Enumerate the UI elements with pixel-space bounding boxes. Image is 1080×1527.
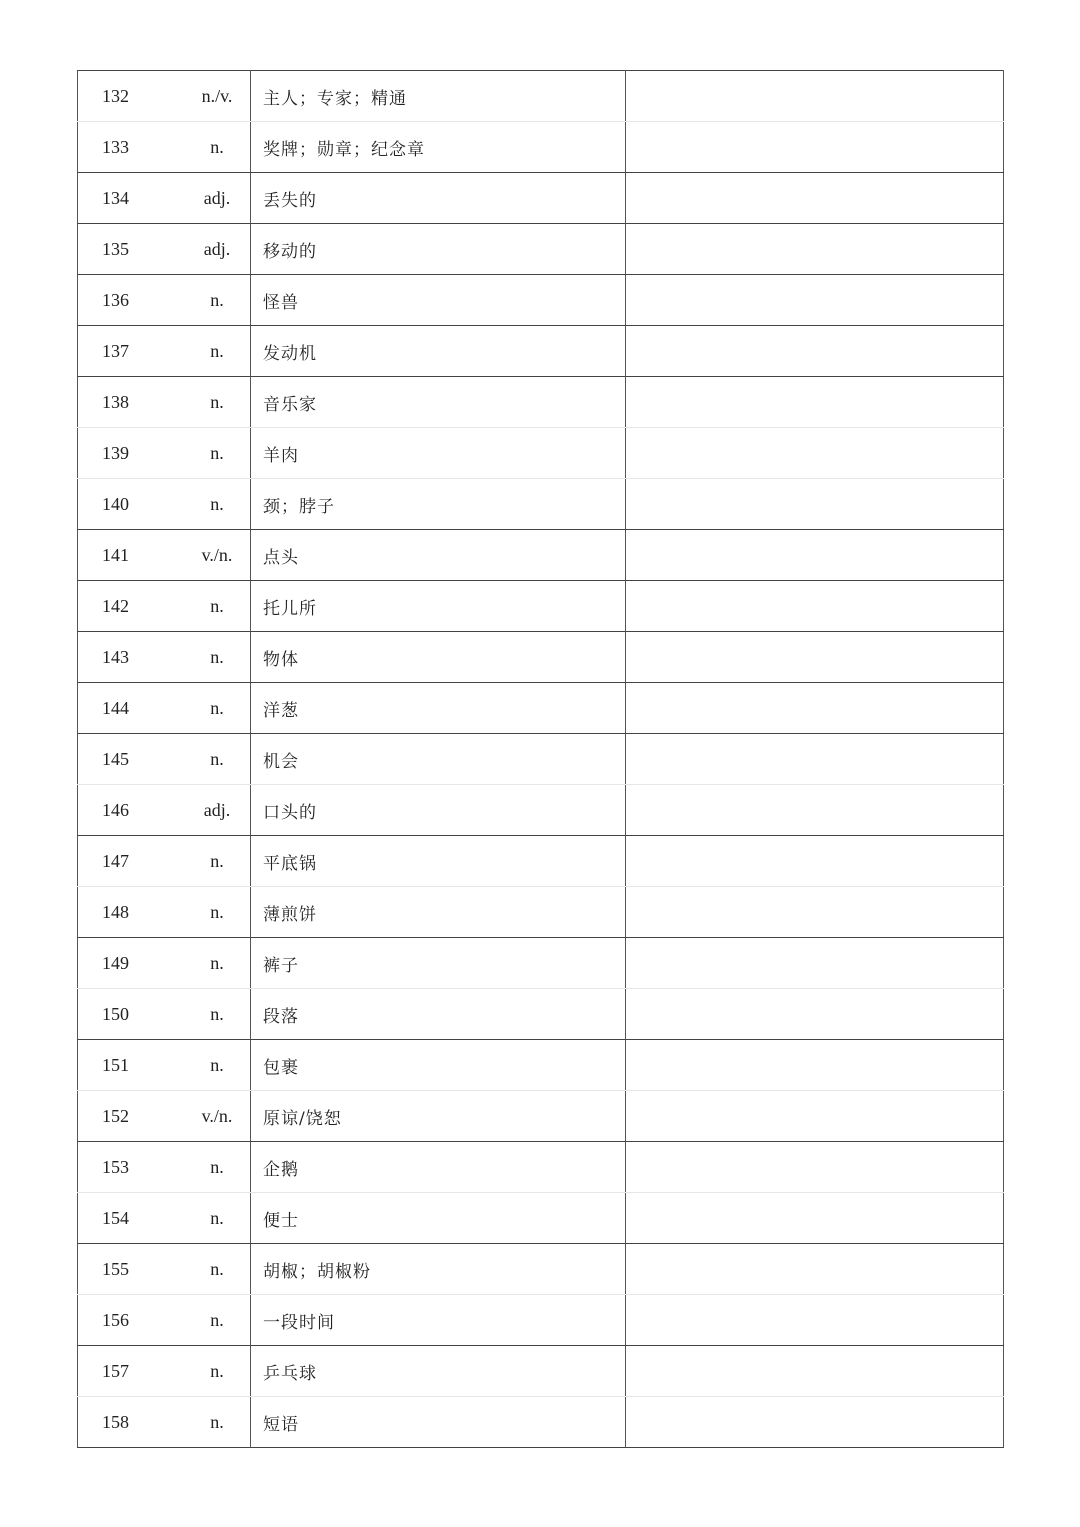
- meaning-cell: [251, 377, 626, 428]
- number-pos-cell: [78, 785, 251, 836]
- chinese-meaning: 主人；专家；精通: [263, 88, 407, 109]
- vocab-row: [78, 173, 1004, 224]
- vocab-row: [78, 1091, 1004, 1142]
- vocab-row: [78, 1397, 1004, 1448]
- meaning-cell: [251, 785, 626, 836]
- entry-number: 136: [102, 289, 129, 310]
- part-of-speech: n.: [210, 1309, 224, 1330]
- part-of-speech: n.: [210, 901, 224, 922]
- chinese-meaning: 段落: [263, 1006, 299, 1027]
- meaning-cell: [251, 1142, 626, 1193]
- meaning-cell: [251, 173, 626, 224]
- chinese-meaning: 发动机: [263, 343, 317, 364]
- part-of-speech: adj.: [203, 238, 231, 259]
- number-pos-cell: [78, 122, 251, 173]
- chinese-meaning: 奖牌；勋章；纪念章: [263, 139, 425, 160]
- answer-blank-cell[interactable]: [626, 428, 1004, 479]
- number-pos-cell: [78, 326, 251, 377]
- part-of-speech: v./n.: [201, 544, 233, 565]
- chinese-meaning: 音乐家: [263, 394, 317, 415]
- entry-number: 151: [102, 1054, 129, 1075]
- entry-number: 148: [102, 901, 129, 922]
- entry-number: 158: [102, 1411, 129, 1432]
- answer-blank-cell[interactable]: [626, 683, 1004, 734]
- vocab-row: [78, 836, 1004, 887]
- entry-number: 140: [102, 493, 129, 514]
- vocab-row: [78, 1244, 1004, 1295]
- meaning-cell: [251, 122, 626, 173]
- chinese-meaning: 裤子: [263, 955, 299, 976]
- answer-blank-cell[interactable]: [626, 71, 1004, 122]
- number-pos-cell: [78, 1397, 251, 1448]
- part-of-speech: n.: [210, 1156, 224, 1177]
- answer-blank-cell[interactable]: [626, 1040, 1004, 1091]
- answer-blank-cell[interactable]: [626, 785, 1004, 836]
- vocab-row: [78, 479, 1004, 530]
- vocab-row: [78, 71, 1004, 122]
- answer-blank-cell[interactable]: [626, 1295, 1004, 1346]
- chinese-meaning: 颈；脖子: [263, 496, 335, 517]
- chinese-meaning: 怪兽: [263, 292, 299, 313]
- entry-number: 146: [102, 799, 129, 820]
- answer-blank-cell[interactable]: [626, 734, 1004, 785]
- meaning-cell: [251, 1091, 626, 1142]
- part-of-speech: adj.: [203, 799, 231, 820]
- number-pos-cell: [78, 71, 251, 122]
- answer-blank-cell[interactable]: [626, 1142, 1004, 1193]
- part-of-speech: n.: [210, 136, 224, 157]
- chinese-meaning: 平底锅: [263, 853, 317, 874]
- answer-blank-cell[interactable]: [626, 1193, 1004, 1244]
- entry-number: 133: [102, 136, 129, 157]
- entry-number: 154: [102, 1207, 129, 1228]
- number-pos-cell: [78, 224, 251, 275]
- vocab-row: [78, 1142, 1004, 1193]
- vocabulary-table-body: [78, 71, 1004, 1448]
- chinese-meaning: 口头的: [263, 802, 317, 823]
- entry-number: 132: [102, 85, 129, 106]
- vocab-row: [78, 326, 1004, 377]
- number-pos-cell: [78, 1040, 251, 1091]
- entry-number: 145: [102, 748, 129, 769]
- meaning-cell: [251, 887, 626, 938]
- chinese-meaning: 托儿所: [263, 598, 317, 619]
- meaning-cell: [251, 1040, 626, 1091]
- chinese-meaning: 物体: [263, 649, 299, 670]
- answer-blank-cell[interactable]: [626, 224, 1004, 275]
- part-of-speech: n./v.: [201, 85, 233, 106]
- part-of-speech: n.: [210, 697, 224, 718]
- number-pos-cell: [78, 530, 251, 581]
- entry-number: 150: [102, 1003, 129, 1024]
- answer-blank-cell[interactable]: [626, 1091, 1004, 1142]
- part-of-speech: n.: [210, 391, 224, 412]
- number-pos-cell: [78, 377, 251, 428]
- part-of-speech: n.: [210, 289, 224, 310]
- chinese-meaning: 薄煎饼: [263, 904, 317, 925]
- answer-blank-cell[interactable]: [626, 887, 1004, 938]
- vocab-row: [78, 581, 1004, 632]
- part-of-speech: n.: [210, 1207, 224, 1228]
- meaning-cell: [251, 734, 626, 785]
- entry-number: 157: [102, 1360, 129, 1381]
- meaning-cell: [251, 71, 626, 122]
- part-of-speech: n.: [210, 1054, 224, 1075]
- meaning-cell: [251, 836, 626, 887]
- meaning-cell: [251, 428, 626, 479]
- entry-number: 141: [102, 544, 129, 565]
- vocabulary-table: [77, 70, 1004, 1448]
- meaning-cell: [251, 1244, 626, 1295]
- part-of-speech: n.: [210, 442, 224, 463]
- vocab-row: [78, 122, 1004, 173]
- chinese-meaning: 洋葱: [263, 700, 299, 721]
- entry-number: 134: [102, 187, 129, 208]
- number-pos-cell: [78, 428, 251, 479]
- chinese-meaning: 羊肉: [263, 445, 299, 466]
- vocab-row: [78, 938, 1004, 989]
- entry-number: 156: [102, 1309, 129, 1330]
- number-pos-cell: [78, 632, 251, 683]
- number-pos-cell: [78, 1244, 251, 1295]
- vocab-row: [78, 632, 1004, 683]
- vocab-row: [78, 224, 1004, 275]
- meaning-cell: [251, 1193, 626, 1244]
- part-of-speech: n.: [210, 1411, 224, 1432]
- number-pos-cell: [78, 173, 251, 224]
- entry-number: 143: [102, 646, 129, 667]
- number-pos-cell: [78, 1091, 251, 1142]
- vocab-row: [78, 275, 1004, 326]
- number-pos-cell: [78, 275, 251, 326]
- answer-blank-cell[interactable]: [626, 1244, 1004, 1295]
- vocab-row: [78, 734, 1004, 785]
- meaning-cell: [251, 581, 626, 632]
- number-pos-cell: [78, 836, 251, 887]
- entry-number: 149: [102, 952, 129, 973]
- vocab-row: [78, 1295, 1004, 1346]
- answer-blank-cell[interactable]: [626, 938, 1004, 989]
- answer-blank-cell[interactable]: [626, 173, 1004, 224]
- chinese-meaning: 原谅/饶恕: [263, 1108, 342, 1129]
- answer-blank-cell[interactable]: [626, 530, 1004, 581]
- answer-blank-cell[interactable]: [626, 275, 1004, 326]
- part-of-speech: n.: [210, 493, 224, 514]
- part-of-speech: n.: [210, 1003, 224, 1024]
- part-of-speech: adj.: [203, 187, 231, 208]
- chinese-meaning: 便士: [263, 1210, 299, 1231]
- part-of-speech: n.: [210, 340, 224, 361]
- number-pos-cell: [78, 1142, 251, 1193]
- number-pos-cell: [78, 683, 251, 734]
- number-pos-cell: [78, 734, 251, 785]
- part-of-speech: n.: [210, 952, 224, 973]
- part-of-speech: n.: [210, 1258, 224, 1279]
- entry-number: 142: [102, 595, 129, 616]
- meaning-cell: [251, 530, 626, 581]
- vocab-row: [78, 785, 1004, 836]
- chinese-meaning: 机会: [263, 751, 299, 772]
- meaning-cell: [251, 1397, 626, 1448]
- answer-blank-cell[interactable]: [626, 632, 1004, 683]
- vocab-row: [78, 1040, 1004, 1091]
- answer-blank-cell[interactable]: [626, 581, 1004, 632]
- vocab-row: [78, 1346, 1004, 1397]
- meaning-cell: [251, 479, 626, 530]
- number-pos-cell: [78, 989, 251, 1040]
- entry-number: 137: [102, 340, 129, 361]
- chinese-meaning: 一段时间: [263, 1312, 335, 1333]
- chinese-meaning: 短语: [263, 1414, 299, 1435]
- answer-blank-cell[interactable]: [626, 836, 1004, 887]
- vocab-row: [78, 428, 1004, 479]
- part-of-speech: v./n.: [201, 1105, 233, 1126]
- entry-number: 139: [102, 442, 129, 463]
- answer-blank-cell[interactable]: [626, 377, 1004, 428]
- number-pos-cell: [78, 1295, 251, 1346]
- chinese-meaning: 企鹅: [263, 1159, 299, 1180]
- entry-number: 144: [102, 697, 129, 718]
- vocab-row: [78, 530, 1004, 581]
- chinese-meaning: 丢失的: [263, 190, 317, 211]
- answer-blank-cell[interactable]: [626, 479, 1004, 530]
- part-of-speech: n.: [210, 1360, 224, 1381]
- number-pos-cell: [78, 887, 251, 938]
- meaning-cell: [251, 224, 626, 275]
- part-of-speech: n.: [210, 748, 224, 769]
- entry-number: 155: [102, 1258, 129, 1279]
- meaning-cell: [251, 989, 626, 1040]
- chinese-meaning: 胡椒；胡椒粉: [263, 1261, 371, 1282]
- answer-blank-cell[interactable]: [626, 1346, 1004, 1397]
- vocab-row: [78, 377, 1004, 428]
- entry-number: 135: [102, 238, 129, 259]
- part-of-speech: n.: [210, 850, 224, 871]
- part-of-speech: n.: [210, 646, 224, 667]
- meaning-cell: [251, 326, 626, 377]
- entry-number: 138: [102, 391, 129, 412]
- meaning-cell: [251, 632, 626, 683]
- chinese-meaning: 包裹: [263, 1057, 299, 1078]
- meaning-cell: [251, 938, 626, 989]
- vocab-row: [78, 1193, 1004, 1244]
- chinese-meaning: 点头: [263, 547, 299, 568]
- chinese-meaning: 乒乓球: [263, 1363, 317, 1384]
- answer-blank-cell[interactable]: [626, 989, 1004, 1040]
- meaning-cell: [251, 1346, 626, 1397]
- number-pos-cell: [78, 1346, 251, 1397]
- number-pos-cell: [78, 1193, 251, 1244]
- answer-blank-cell[interactable]: [626, 122, 1004, 173]
- answer-blank-cell[interactable]: [626, 326, 1004, 377]
- number-pos-cell: [78, 938, 251, 989]
- meaning-cell: [251, 275, 626, 326]
- vocab-row: [78, 683, 1004, 734]
- meaning-cell: [251, 1295, 626, 1346]
- entry-number: 147: [102, 850, 129, 871]
- vocab-row: [78, 989, 1004, 1040]
- number-pos-cell: [78, 581, 251, 632]
- part-of-speech: n.: [210, 595, 224, 616]
- entry-number: 153: [102, 1156, 129, 1177]
- answer-blank-cell[interactable]: [626, 1397, 1004, 1448]
- meaning-cell: [251, 683, 626, 734]
- entry-number: 152: [102, 1105, 129, 1126]
- number-pos-cell: [78, 479, 251, 530]
- vocab-row: [78, 887, 1004, 938]
- chinese-meaning: 移动的: [263, 241, 317, 262]
